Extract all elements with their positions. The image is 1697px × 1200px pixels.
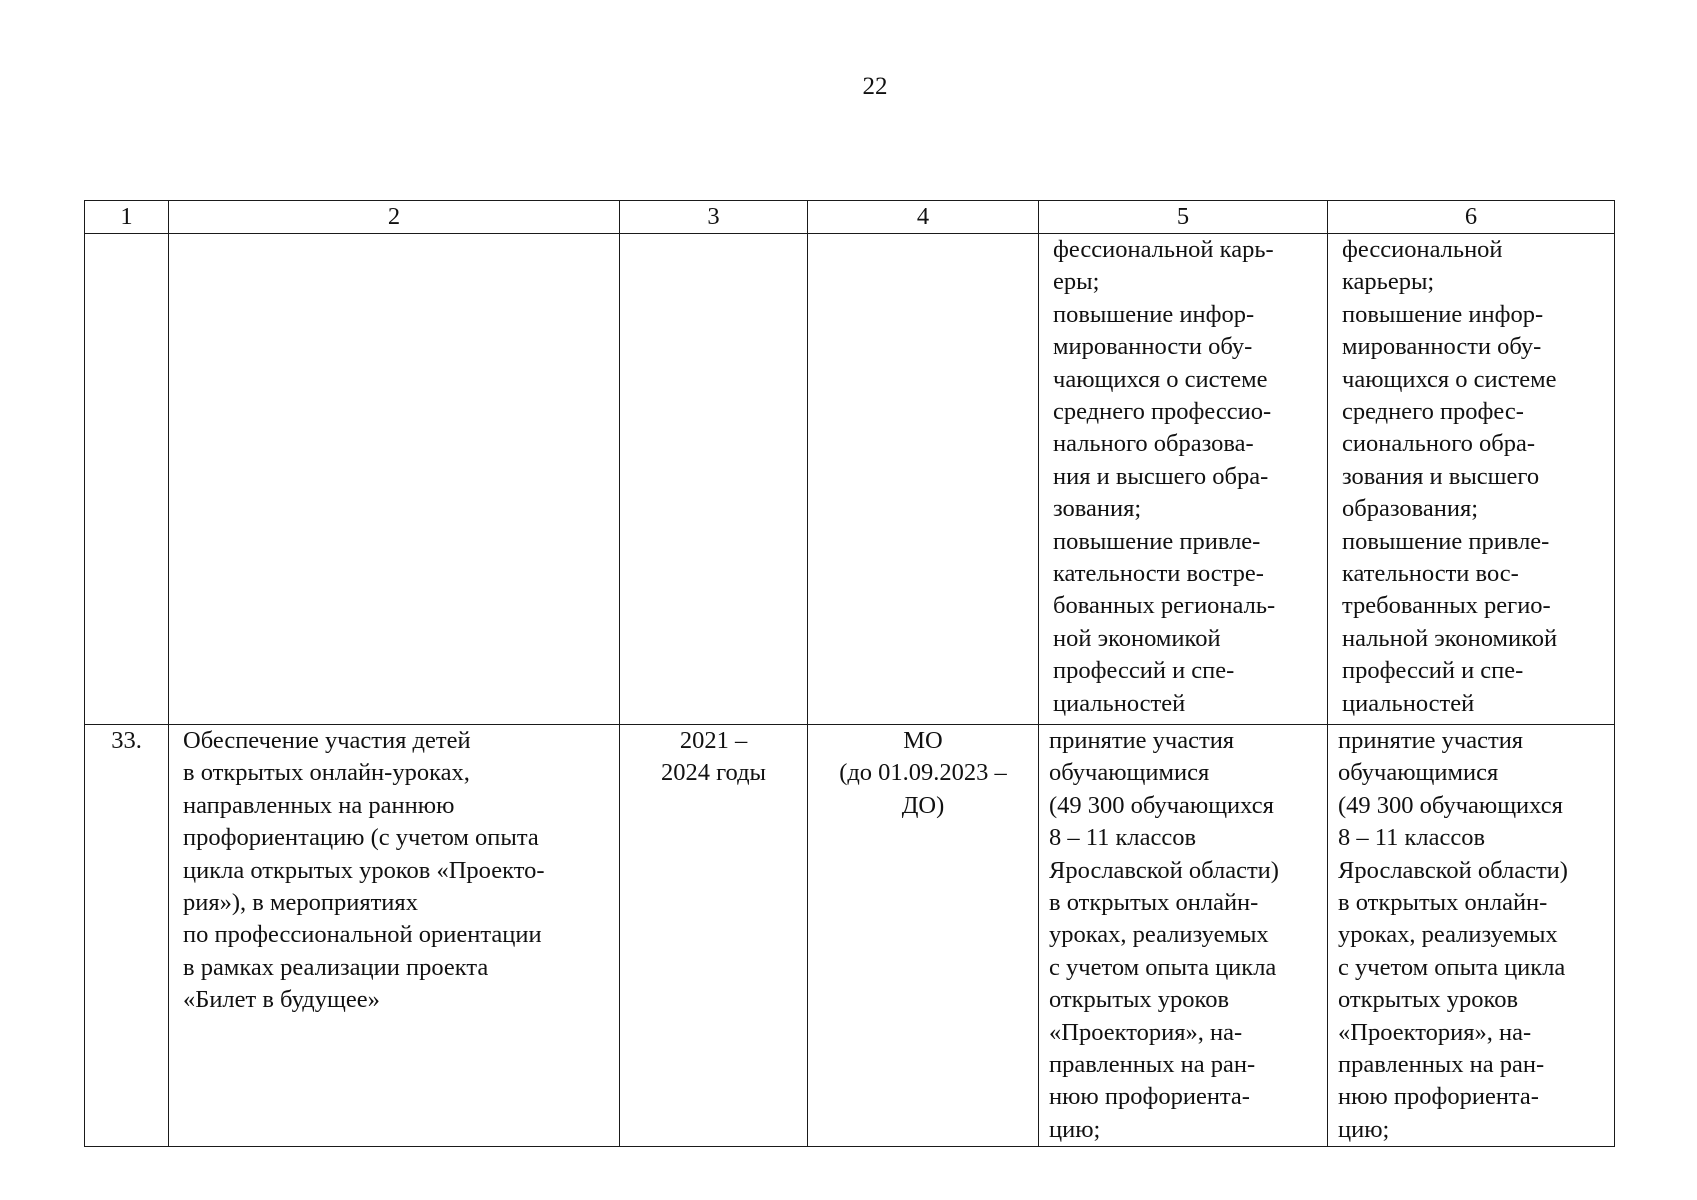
cont-cell-6 (1328, 234, 1615, 725)
header-col-4: 4 (808, 201, 1039, 234)
header-col-6: 6 (1328, 201, 1615, 234)
header-col-2: 2 (169, 201, 620, 234)
cont-cell-3 (620, 234, 808, 725)
row33-cell-activity (169, 725, 620, 1147)
header-col-5: 5 (1039, 201, 1328, 234)
row33-cell-number (85, 725, 169, 1147)
header-col-3: 3 (620, 201, 808, 234)
cont-cell-4 (808, 234, 1039, 725)
row33-cell-result-6 (1328, 725, 1615, 1147)
period-text: 2021 – 2024 годы (660, 727, 767, 787)
result-col6-text: принятие участия обучающимися (49 300 обучающихся 8 – 11 классов Ярославской области) в открытых онлайн- уроках, реализуемых с учетом опыта цикла открытых уроков «Проектория», на- правленных на ран- нюю профориента- цию; (1338, 727, 1568, 1143)
row33-cell-result-5 (1039, 725, 1328, 1147)
cont-cell-1 (85, 234, 169, 725)
result-col5-text: принятие участия обучающимися (49 300 обучающихся 8 – 11 классов Ярославской области) в открытых онлайн- уроках, реализуемых с учетом опыта цикла открытых уроков «Проектория», на- правленных на ран- нюю профориента- цию; (1049, 727, 1279, 1143)
activity-text: Обеспечение участия детей в открытых онлайн-уроках, направленных на раннюю профориентацию (с учетом опыта цикла открытых уроков «Проекто- рия»), в мероприятиях по профессиональной ориентации в рамках реализации проекта «Билет в будущее» (183, 727, 545, 1014)
cont-result-col5: фессиональной карь- еры; повышение инфор- мированности обу- чающихся о системе среднего профессио- нального образова- ния и высшего обра- зования; повышение привле- кательности востре- бованных региональ- ной экономикой профессий и спе- циальностей (1053, 236, 1276, 717)
cont-cell-5 (1039, 234, 1328, 725)
cont-cell-2 (169, 234, 620, 725)
table-row-33 (85, 725, 1615, 1147)
row33-cell-executor (808, 725, 1039, 1147)
row-number: 33. (111, 727, 142, 754)
header-col-1: 1 (85, 201, 169, 234)
header-row (85, 201, 1615, 234)
executor-text: МО (до 01.09.2023 – ДО) (839, 727, 1007, 819)
cont-result-col6: фессиональной карьеры; повышение инфор- мированности обу- чающихся о системе среднего профес- сионального обра- зования и высшего образования; повышение привле- кательности вос- требованных регио- нальной экономикой профессий и спе- циальностей (1342, 236, 1558, 717)
table-row-continuation (85, 234, 1615, 725)
page-number: 22 (862, 73, 888, 100)
row33-cell-period (620, 725, 808, 1147)
measures-table (84, 200, 1615, 1147)
